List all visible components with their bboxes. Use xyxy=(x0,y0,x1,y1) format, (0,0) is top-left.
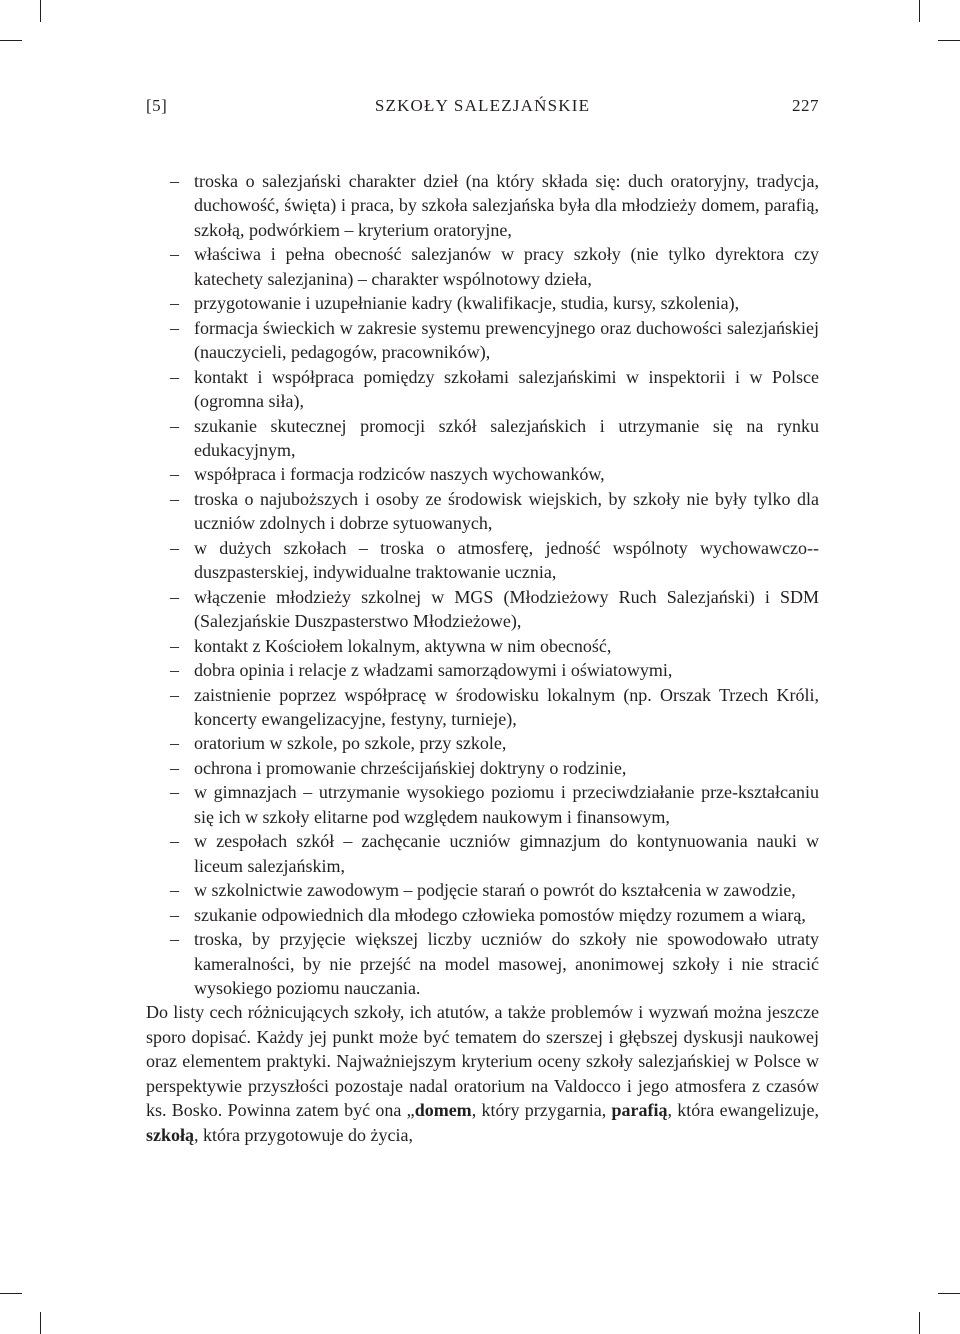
list-dash: – xyxy=(170,171,179,191)
list-item xyxy=(146,487,819,536)
page-body xyxy=(146,169,819,1147)
paragraph-text: , która ewangelizuje, xyxy=(667,1100,820,1121)
list-item xyxy=(146,903,819,927)
list-item xyxy=(146,291,819,315)
section-number: [5] xyxy=(146,96,168,115)
list-item-text: zaistnienie poprzez współpracę w środowisku lokalnym (np. Orszak Trzech Króli, koncerty ewangelizacyjne, festyny, turnieje), xyxy=(194,684,819,729)
list-dash: – xyxy=(170,635,179,656)
list-dash: – xyxy=(170,488,179,509)
list-item xyxy=(146,414,819,463)
list-item-text: troska o salezjański charakter dzieł (na który składa się: duch oratoryjny, tradycja, duchowość, święta) i praca, by szkoła salezjańska była dla młodzieży domem, parafią, szkołą, podwórkiem – kryterium oratoryjne, xyxy=(194,171,819,240)
list-item xyxy=(146,780,819,829)
list-dash: – xyxy=(170,660,179,681)
running-title: SZKOŁY SALEZJAŃSKIE xyxy=(374,96,591,115)
list-item xyxy=(146,536,819,585)
crop-mark-right-bottom xyxy=(938,1293,960,1294)
body-paragraph xyxy=(146,1000,819,1147)
list-item-text: w zespołach szkół – zachęcanie uczniów gimnazjum do kontynuowania nauki w liceum salezjańskim, xyxy=(194,831,819,876)
list-item xyxy=(146,169,819,242)
list-item xyxy=(146,658,819,682)
crop-mark-top-right xyxy=(919,0,920,22)
criteria-list xyxy=(146,169,819,1000)
list-dash: – xyxy=(170,293,179,314)
list-dash: – xyxy=(170,537,179,558)
list-item-text: formacja świeckich w zakresie systemu prewencyjnego oraz duchowości salezjańskiej (nauczycieli, pedagogów, pracowników), xyxy=(194,317,819,363)
list-item-text: w szkolnictwie zawodowym – podjęcie starań o powrót do kształcenia w zawodzie, xyxy=(194,880,796,901)
crop-mark-bottom-right xyxy=(919,1312,920,1334)
list-item-text: szukanie odpowiednich dla młodego człowieka pomostów między rozumem a wiarą, xyxy=(194,904,806,925)
list-dash: – xyxy=(170,733,179,754)
list-item xyxy=(146,316,819,365)
page-number: 227 xyxy=(792,96,819,115)
list-dash: – xyxy=(170,586,179,607)
paragraph-text: Do listy cech różnicujących szkoły, ich atutów, a także problemów i wyzwań można jeszcze sporo dopisać. Każdy jej punkt może być tematem do szerszej i głębszej dyskusji naukowej oraz elementem praktyki. Najważniejszym kryterium oceny szkoły salezjańskiej w Polsce w perspektywie przyszłości pozostaje nadal oratorium na Valdocco i jego atmosfera z czasów ks. Bosko. Powinna zatem być ona „ xyxy=(146,1002,819,1121)
list-item-text: przygotowanie i uzupełnianie kadry (kwalifikacje, studia, kursy, szkolenia), xyxy=(194,293,740,314)
crop-mark-left-top xyxy=(0,40,22,41)
list-item-text: oratorium w szkole, po szkole, przy szkole, xyxy=(194,733,507,754)
list-item-text: kontakt z Kościołem lokalnym, aktywna w nim obecność, xyxy=(194,635,612,656)
list-item xyxy=(146,585,819,634)
list-item-text: w dużych szkołach – troska o atmosferę, jedność wspólnoty wychowawczo--duszpasterskiej, indywidualne traktowanie ucznia, xyxy=(194,537,819,583)
list-item-text: dobra opinia i relacje z władzami samorządowymi i oświatowymi, xyxy=(194,660,673,681)
emphasis-domem: domem xyxy=(414,1100,472,1121)
list-item xyxy=(146,878,819,902)
list-dash: – xyxy=(170,929,179,950)
list-dash: – xyxy=(170,317,179,338)
list-item-text: troska, by przyjęcie większej liczby uczniów do szkoły nie spowodowało utraty kameralności, by nie przejść na model masowej, anonimowej szkoły i nie stracić wysokiego poziomu nauczania. xyxy=(194,929,819,998)
paragraph-text: , który przygarnia, xyxy=(471,1100,612,1121)
paragraph-text: , która przygotowuje do życia, xyxy=(194,1124,413,1145)
list-item xyxy=(146,756,819,780)
list-dash: – xyxy=(170,782,179,803)
list-item-text: troska o najuboższych i osoby ze środowisk wiejskich, by szkoły nie były tylko dla uczniów zdolnych i dobrze sytuowanych, xyxy=(194,488,819,534)
list-item xyxy=(146,829,819,878)
crop-mark-top-left xyxy=(40,0,41,22)
list-item xyxy=(146,683,819,732)
emphasis-szkola: szkołą xyxy=(146,1124,195,1145)
crop-mark-right-top xyxy=(938,40,960,41)
list-dash: – xyxy=(170,880,179,901)
list-dash: – xyxy=(170,464,179,485)
list-item xyxy=(146,462,819,486)
list-item xyxy=(146,634,819,658)
list-item xyxy=(146,365,819,414)
running-header xyxy=(146,96,819,122)
list-dash: – xyxy=(170,415,179,436)
list-item-text: ochrona i promowanie chrześcijańskiej doktryny o rodzinie, xyxy=(194,757,627,778)
list-dash: – xyxy=(170,904,179,925)
list-dash: – xyxy=(170,684,179,705)
list-dash: – xyxy=(170,366,179,387)
list-item xyxy=(146,927,819,1000)
emphasis-parafia: parafią xyxy=(611,1100,668,1121)
list-item-text: szukanie skutecznej promocji szkół salezjańskich i utrzymanie się na rynku edukacyjnym, xyxy=(194,415,819,460)
crop-mark-left-bottom xyxy=(0,1293,22,1294)
list-dash: – xyxy=(170,831,179,852)
list-item xyxy=(146,242,819,291)
list-item-text: właściwa i pełna obecność salezjanów w pracy szkoły (nie tylko dyrektora czy katechety salezjanina) – charakter wspólnotowy dzieła, xyxy=(194,244,819,289)
list-dash: – xyxy=(170,757,179,778)
list-item-text: włączenie młodzieży szkolnej w MGS (Młodzieżowy Ruch Salezjański) i SDM (Salezjańskie Duszpasterstwo Młodzieżowe), xyxy=(194,586,819,632)
list-item-text: w gimnazjach – utrzymanie wysokiego poziomu i przeciwdziałanie prze-kształcaniu się ich w szkoły elitarne pod względem naukowym i finansowym, xyxy=(194,782,819,827)
list-item-text: kontakt i współpraca pomiędzy szkołami salezjańskimi w inspektorii i w Polsce (ogromna siła), xyxy=(194,366,819,412)
list-item-text: współpraca i formacja rodziców naszych wychowanków, xyxy=(194,464,605,485)
crop-mark-bottom-left xyxy=(40,1312,41,1334)
list-item xyxy=(146,731,819,755)
list-dash: – xyxy=(170,244,179,265)
